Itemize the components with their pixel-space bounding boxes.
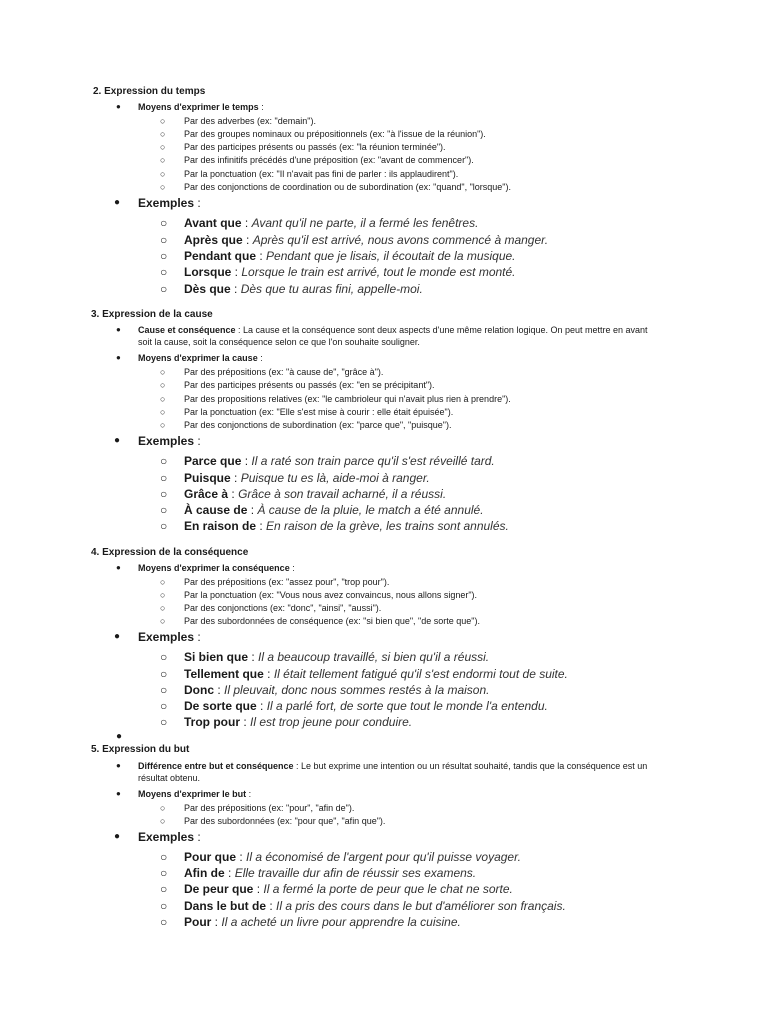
circle-bullet-icon: ○	[160, 915, 168, 929]
circle-bullet-icon: ○	[160, 666, 168, 681]
bullet-label: Moyens d'exprimer la cause	[138, 353, 258, 363]
bullet-dot-icon: ●	[114, 435, 121, 446]
bullet-dot-icon: ●	[116, 563, 121, 572]
circle-bullet-icon: ○	[160, 216, 168, 230]
circle-bullet-icon: ○	[160, 406, 166, 417]
section-2-title: 2. Expression du temps	[93, 86, 206, 97]
bullet-dot-icon: ●	[114, 631, 121, 642]
circle-bullet-icon: ○	[160, 115, 166, 126]
section-4-title: 4. Expression de la conséquence	[91, 547, 249, 558]
bullet-dot-icon: ●	[116, 325, 121, 334]
document-page: 2. Expression du temps ● Moyens d'exprimer le temps : ○ Par des adverbes (ex: "demain"). ○ Par des groupes nominaux ou prépositionnels (ex: "à l'issue de la réunion"). ○ Par des participes présents ou passés (ex: "la réunion terminée"). ○ Par des infinitifs précédés d'une préposition (ex: "avant de commencer"). ○ Par la ponctuation (ex: "Il n'avait pas fini de parler : ils applaudirent"). ○ Par des conjonctions de coordination ou de subordination (ex: "quand", "lorsque"). ● Exemples : ○ Avant que : Avant qu'il ne parte, il a fermé les fenêtres. ○ Après que : Après qu'il est arrivé, nous avons commencé à manger. ○ Pendant que : Pendant que je lisais, il écoutait de la musique. ○ Lorsque : Lorsque le train est arrivé, tout le monde est monté. ○ Dès que : Dès que tu auras fini, appelle-moi. 3. Expression de la cause ● Cause et conséquence : La cause et la conséquence sont deux aspects d'une même relation logique. On peut mettre en avant soit la cause, soit la conséquence selon ce que l'on souhaite souligner. ● Moyens d'exprimer la cause : ○ Par des prépositions (ex: "à cause de", "grâce à"). ○ Par des participes présents ou passés (ex: "en se précipitant"). ○ Par des propositions relatives (ex: "le cambrioleur qui n'avait plus rien à prendre"). ○ Par la ponctuation (ex: "Elle s'est mise à courir : elle était épuisée"). ○ Par des conjonctions de subordination (ex: "parce que", "puisque"). ● Exemples : ○ Parce que : Il a raté son train parce qu'il s'est réveillé tard. ○ Puisque : Puisque tu es là, aide-moi à ranger. ○ Grâce à : Grâce à son travail acharné, il a réussi. ○ À cause de : À cause de la pluie, le match a été annulé. ○ En raison de : En raison de la grève, les trains sont annulés. 4. Expression de la conséquence ● Moyens d'exprimer la conséquence : ○ Par des prépositions (ex: "assez pour", "trop pour"). ○ Par la ponctuation (ex: "Vous nous avez convaincus, nous allons signer"). ○ Par des conjonctions (ex: "donc", "ainsi", "aussi"). ○ Par des subordonnées de conséquence (ex: "si bien que", "de sorte que"). ● Exemples : ○ Si bien que : Il a beaucoup travaillé, si bien qu'il a réussi. ○ Tellement que : Il était tellement fatigué qu'il s'est endormi tout de suite. ○ Donc : Il pleuvait, donc nous sommes restés à la maison. ○ De sorte que : Il a parlé fort, de sorte que tout le monde l'a entendu. ○ Trop pour : Il est trop jeune pour conduire. ● 5. Expression du but ● Différence entre but et conséquence : Le but exprime une intention ou un résultat souhaité, tandis que la conséquence est un résultat obtenu. ● Moyens d'exprimer le but : ○ Par des prépositions (ex: "pour", "afin de"). ○ Par des subordonnées (ex: "pour que", "afin que"). ● Exemples : ○ Pour que : Il a économisé de l'argent pour qu'il puisse voyager. ○ Afin de : Elle travaille dur afin de réussir ses examens. ○ De peur que : Il a fermé la porte de peur que le chat ne sorte. ○ Dans le but de : Il a pris des cours dans le but d'améliorer son français. ○ Pour : Il a acheté un livre pour apprendre la cuisine.	[91, 86, 648, 929]
circle-bullet-icon: ○	[160, 281, 168, 296]
section-3-title: 3. Expression de la cause	[91, 309, 213, 320]
circle-bullet-icon: ○	[160, 182, 166, 192]
circle-bullet-icon: ○	[160, 682, 168, 697]
circle-bullet-icon: ○	[160, 603, 166, 614]
circle-bullet-icon: ○	[160, 650, 168, 664]
circle-bullet-icon: ○	[160, 576, 166, 587]
circle-bullet-icon: ○	[160, 142, 166, 153]
section-5-title: 5. Expression du but	[91, 744, 190, 755]
circle-bullet-icon: ○	[160, 249, 168, 263]
circle-bullet-icon: ○	[160, 470, 168, 485]
circle-bullet-icon: ○	[160, 486, 168, 501]
circle-bullet-icon: ○	[160, 715, 168, 729]
circle-bullet-icon: ○	[160, 155, 166, 166]
circle-bullet-icon: ○	[160, 866, 168, 880]
circle-bullet-icon: ○	[160, 393, 166, 404]
empty-bullet-icon: ●	[116, 731, 123, 742]
circle-bullet-icon: ○	[160, 380, 166, 391]
circle-bullet-icon: ○	[160, 850, 168, 864]
bullet-label: Moyens d'exprimer le but	[138, 789, 247, 799]
bullet-dot-icon: ●	[116, 761, 121, 770]
circle-bullet-icon: ○	[160, 589, 166, 600]
circle-bullet-icon: ○	[160, 519, 168, 533]
bullet-dot-icon: ●	[116, 789, 121, 798]
circle-bullet-icon: ○	[160, 367, 166, 377]
bullet-dot-icon: ●	[116, 353, 121, 362]
circle-bullet-icon: ○	[160, 882, 168, 896]
bullet-label: Moyens d'exprimer le temps	[138, 102, 259, 112]
circle-bullet-icon: ○	[160, 168, 166, 179]
circle-bullet-icon: ○	[160, 420, 166, 431]
circle-bullet-icon: ○	[160, 802, 166, 813]
circle-bullet-icon: ○	[160, 232, 168, 247]
circle-bullet-icon: ○	[160, 502, 168, 517]
bullet-label: Différence entre but et conséquence	[138, 761, 294, 771]
circle-bullet-icon: ○	[160, 899, 168, 913]
circle-bullet-icon: ○	[160, 128, 166, 139]
bullet-label: Moyens d'exprimer la conséquence	[138, 563, 290, 573]
circle-bullet-icon: ○	[160, 815, 166, 826]
circle-bullet-icon: ○	[160, 454, 168, 468]
bullet-dot-icon: ●	[114, 197, 121, 208]
circle-bullet-icon: ○	[160, 698, 168, 713]
bullet-dot-icon: ●	[116, 102, 121, 111]
circle-bullet-icon: ○	[160, 265, 168, 279]
bullet-label: Cause et conséquence	[138, 325, 236, 335]
circle-bullet-icon: ○	[160, 616, 166, 627]
bullet-dot-icon: ●	[114, 831, 121, 842]
